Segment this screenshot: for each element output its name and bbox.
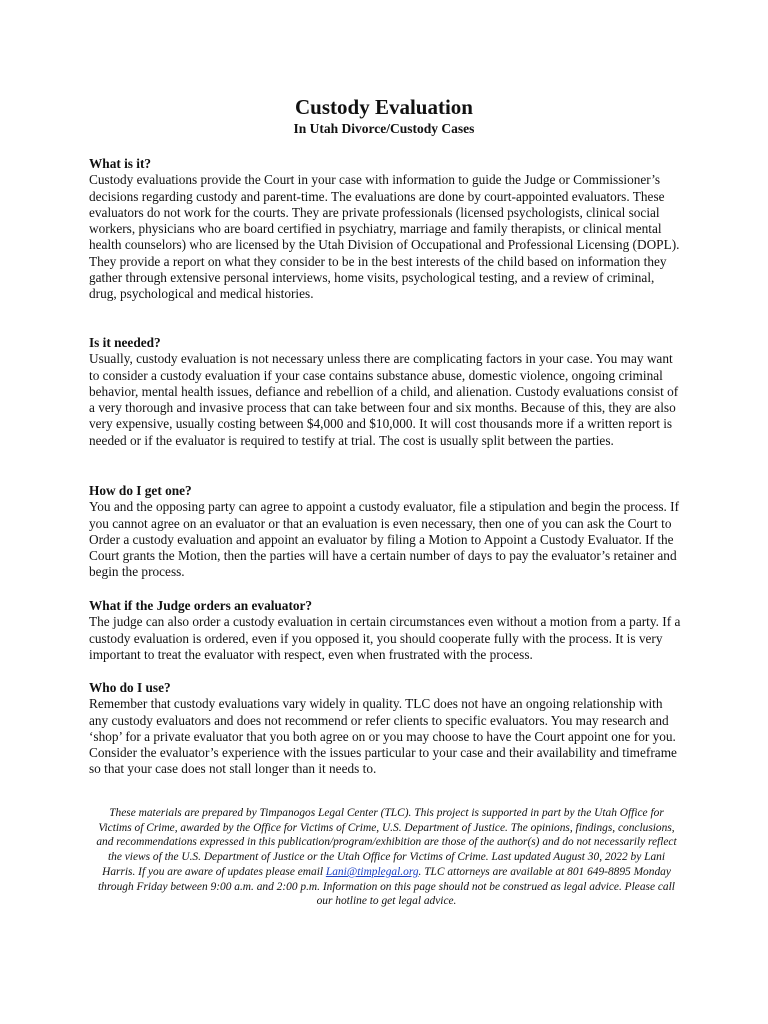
footer-disclaimer xyxy=(94,806,679,909)
email-link[interactable]: Lani@timplegal.org xyxy=(325,865,419,878)
section-heading: Is it needed? xyxy=(89,335,161,350)
section-paragraph: Remember that custody evaluations vary widely in quality. TLC does not have an ongoing relationship with any custody evaluators and does not recommend or refer clients to specific evaluators. You may research and ‘shop’ for a private evaluator that you both agree on or you may choose to have the Court appoint one for you. Consider the evaluator’s experience with the issues particular to your case and their availability and timeframe so that your case does not stall longer than it needs to. xyxy=(89,696,677,777)
section-heading: How do I get one? xyxy=(89,483,192,498)
section-paragraph: Usually, custody evaluation is not necessary unless there are complicating factors in your case. You may want to consider a custody evaluation if your case contains substance abuse, domestic violence, ongoing criminal behavior, mental health issues, defiance and rebellion of a child, and alienation. Custody evaluations consist of a very thorough and invasive process that can take between four and six months. Because of this, they are also very expensive, usually costing between $4,000 and $10,000. It will cost thousands more if a written report is needed or if the evaluator is required to testify at trial. The cost is usually split between the parties. xyxy=(89,351,679,448)
document-title: Custody Evaluation xyxy=(295,95,473,119)
section-who-do-i-use xyxy=(89,680,681,778)
section-what-is-it xyxy=(89,156,681,303)
section-judge-orders-evaluator xyxy=(89,598,681,663)
section-heading: What is it? xyxy=(89,156,152,171)
section-heading: Who do I use? xyxy=(89,680,171,695)
document-subtitle: In Utah Divorce/Custody Cases xyxy=(293,121,475,136)
section-how-do-i-get-one xyxy=(89,483,681,581)
footer-text-before-link: These materials are prepared by Timpanogos Legal Center (TLC). This project is supported in part by the Utah Office for Victims of Crime, awarded by the Office for Victims of Crime, U.S. Department of Justice. The opinions, findings, conclusions, and recommendations expressed in this publication/program/exhibition are those of the author(s) and do not necessarily reflect the views of the U.S. Department of Justice or the Utah Office for Victims of Crime. Last updated August 30, 2022 by Lani Harris. If you are aware of updates please email xyxy=(96,807,677,878)
section-paragraph: The judge can also order a custody evaluation in certain circumstances even without a motion from a party. If a custody evaluation is ordered, even if you opposed it, you should cooperate fully with the process. It is very important to treat the evaluator with respect, even when frustrated with the process. xyxy=(89,614,681,662)
section-heading: What if the Judge orders an evaluator? xyxy=(89,598,313,613)
footer-text-after-link: . TLC attorneys are available at 801 649-8895 Monday through Friday between 9:00 a.m. and 2:00 p.m. Information on this page should not be construed as legal advice. Please call our hotline to get legal advice. xyxy=(98,865,675,908)
section-paragraph: Custody evaluations provide the Court in your case with information to guide the Judge or Commissioner’s decisions regarding custody and parent-time. The evaluations are done by court-appointed evaluators. These evaluators do not work for the courts. They are private professionals (licensed psychologists, clinical social workers, physicians who are board certified in psychiatry, marriage and family therapists, or clinical mental health counselors) who are licensed by the Utah Division of Occupational and Professional Licensing (DOPL). They provide a report on what they consider to be in the best interests of the child based on information they gather through extensive personal interviews, home visits, psychological testing, and a review of criminal, drug, psychological and medical histories. xyxy=(89,172,680,302)
section-paragraph: You and the opposing party can agree to appoint a custody evaluator, file a stipulation and begin the process. If you cannot agree on an evaluator or that an evaluation is even necessary, then one of you can ask the Court to Order a custody evaluation and appoint an evaluator by filing a Motion to Appoint a Custody Evaluator. If the Court grants the Motion, then the parties will have a certain number of days to pay the evaluator’s retainer and begin the process. xyxy=(89,499,680,580)
section-is-it-needed xyxy=(89,335,681,449)
